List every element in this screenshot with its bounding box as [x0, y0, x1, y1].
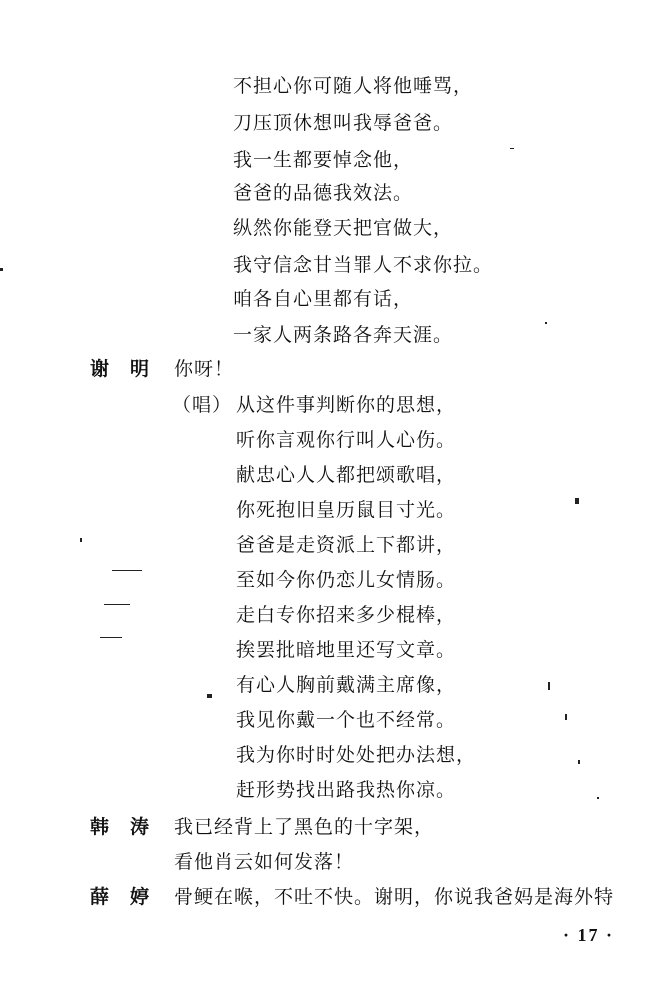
- scan-speck: [548, 682, 550, 690]
- verse-line: 咱各自心里都有话，: [233, 288, 414, 310]
- page-number: · 17 ·: [563, 925, 615, 945]
- verse-line: 纵然你能登天把官做大，: [233, 217, 454, 239]
- speaker-name: 韩 涛: [90, 816, 151, 838]
- verse-line: 爸爸的品德我效法。: [233, 182, 414, 204]
- sung-line: 挨罢批暗地里还写文章。: [236, 639, 457, 661]
- scan-speck: [207, 694, 212, 698]
- verse-line: 一家人两条路各奔天涯。: [233, 324, 454, 346]
- sung-line: 献忠心人人都把颂歌唱，: [236, 464, 457, 486]
- sung-line: 我见你戴一个也不经常。: [236, 709, 457, 731]
- verse-line: 我守信念甘当罪人不求你拉。: [233, 254, 494, 276]
- scan-speck: [565, 714, 567, 720]
- speaker-name: 薛 婷: [90, 886, 151, 908]
- scan-speck: [575, 498, 579, 504]
- sung-line: 你死抱旧皇历鼠目寸光。: [236, 499, 457, 521]
- sung-line: 听你言观你行叫人心伤。: [236, 429, 457, 451]
- scan-speck: [104, 604, 130, 605]
- sung-line: 从这件事判断你的思想，: [236, 394, 457, 416]
- scan-speck: [100, 637, 122, 638]
- scan-speck: [597, 797, 599, 799]
- scan-speck: [112, 570, 142, 571]
- stage-direction: （唱）: [172, 394, 233, 416]
- verse-line: 刀压顶休想叫我辱爸爸。: [233, 112, 454, 134]
- scan-speck: [545, 322, 547, 324]
- sung-line: 我为你时时处处把办法想，: [236, 744, 477, 766]
- sung-line: 爸爸是走资派上下都讲，: [236, 534, 457, 556]
- sung-line: 至如今你仍恋儿女情肠。: [236, 569, 457, 591]
- sung-line: 有心人胸前戴满主席像，: [236, 674, 457, 696]
- sung-line: 赶形势找出路我热你凉。: [236, 779, 457, 801]
- scan-speck: [80, 538, 82, 542]
- sung-line: 走白专你招来多少棍棒，: [236, 604, 457, 626]
- verse-line: 我一生都要悼念他，: [233, 149, 414, 171]
- scan-speck: [0, 268, 3, 271]
- dialogue-line: 你呀！: [174, 358, 235, 380]
- dialogue-line: 我已经背上了黑色的十字架，: [174, 816, 435, 838]
- scan-speck: [510, 148, 514, 149]
- scan-speck: [578, 760, 580, 764]
- speaker-name: 谢 明: [90, 358, 151, 380]
- verse-line: 不担心你可随人将他唾骂，: [233, 75, 474, 97]
- dialogue-line: 看他肖云如何发落！: [174, 851, 355, 873]
- dialogue-line: 骨鲠在喉，不吐不快。谢明，你说我爸妈是海外特: [174, 886, 615, 908]
